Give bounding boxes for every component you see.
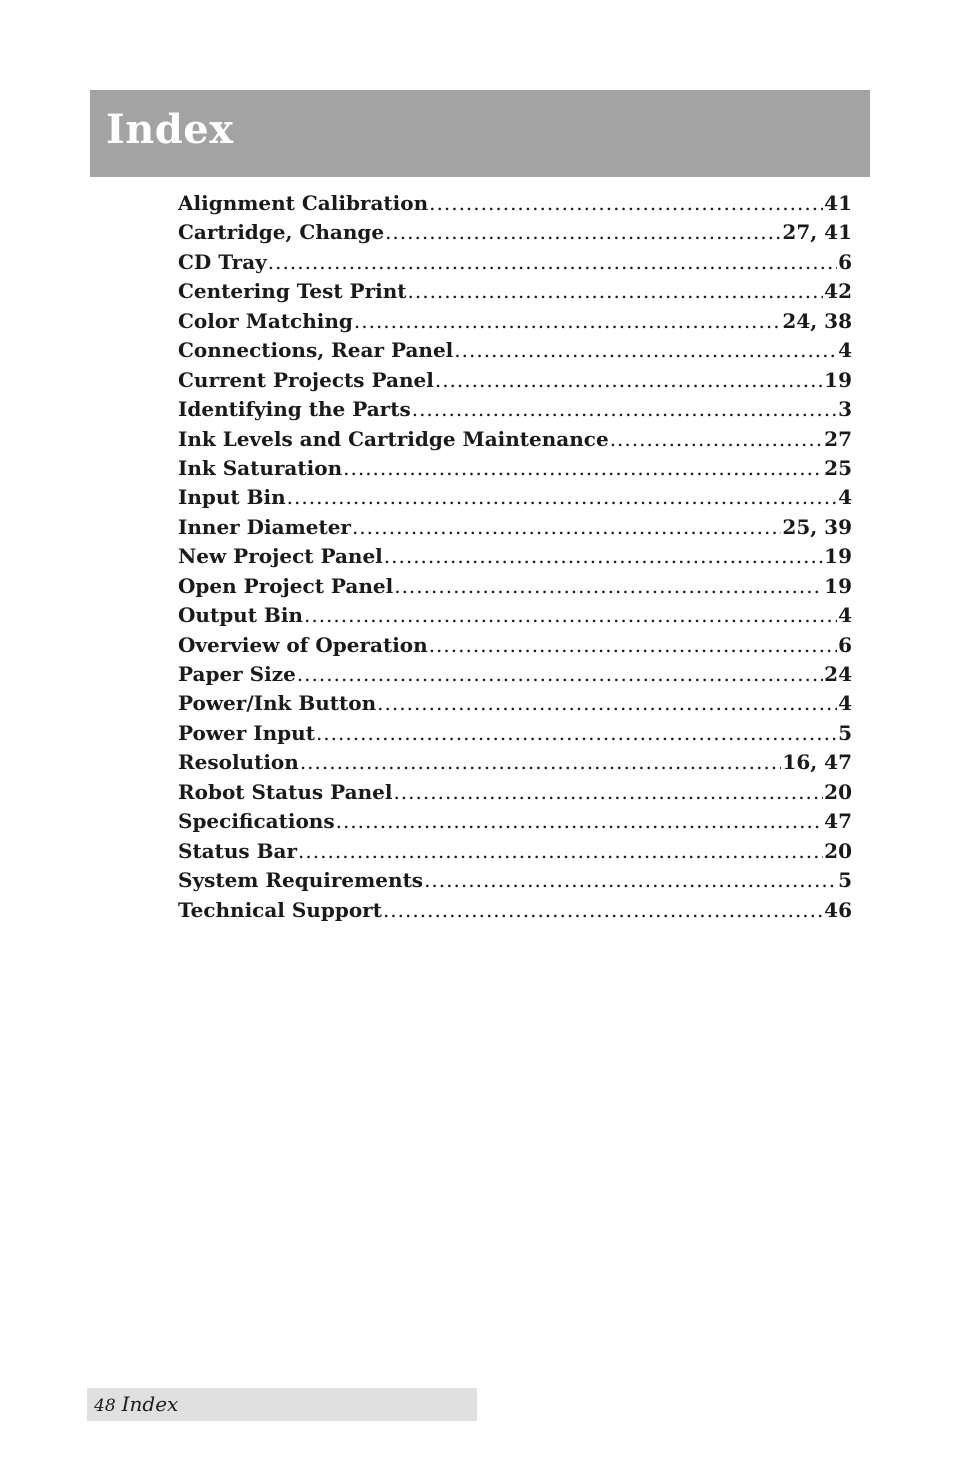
index-entry-pages: 6	[838, 249, 852, 274]
index-entry	[178, 395, 852, 424]
index-entry-pages: 19	[824, 573, 852, 598]
dot-leader	[610, 425, 823, 454]
index-entry-term: Alignment Calibration	[178, 191, 429, 215]
index-entry-pages: 6	[838, 632, 852, 657]
dot-leader	[354, 307, 782, 336]
index-entry	[178, 483, 852, 512]
index-entry-term: Cartridge, Change	[178, 220, 385, 245]
dot-leader	[377, 689, 837, 718]
index-entry	[178, 189, 852, 218]
index-entry-pages: 42	[824, 279, 852, 304]
dot-leader	[429, 631, 837, 660]
index-entry-pages: 27, 41	[782, 220, 852, 245]
dot-leader	[412, 395, 837, 424]
index-entry	[178, 719, 852, 748]
index-entry-term: Ink Saturation	[178, 455, 343, 480]
index-entry-term: Robot Status Panel	[178, 779, 393, 804]
index-entry	[178, 837, 852, 866]
footer-band	[87, 1388, 477, 1421]
index-entry-term: System Requirements	[178, 868, 424, 893]
index-entry-term: CD Tray	[178, 249, 267, 274]
index-entry	[178, 277, 852, 306]
index-entry	[178, 513, 852, 542]
page-title: Index	[106, 106, 234, 153]
index-entry-pages: 19	[824, 367, 852, 392]
index-entry	[178, 542, 852, 571]
dot-leader	[393, 778, 823, 807]
index-entry-pages: 4	[838, 338, 852, 363]
dot-leader	[352, 513, 781, 542]
index-entry	[178, 248, 852, 277]
index-entry-term: Inner Diameter	[178, 514, 351, 539]
footer-section-label: Index	[121, 1392, 179, 1416]
index-entry	[178, 572, 852, 601]
index-entry-term: Power/Ink Button	[178, 691, 377, 716]
dot-leader	[424, 866, 837, 895]
dot-leader	[336, 807, 824, 836]
dot-leader	[385, 218, 781, 247]
index-entry-term: Status Bar	[178, 838, 298, 863]
index-entry-term: Input Bin	[178, 485, 286, 510]
dot-leader	[454, 336, 837, 365]
index-entry-term: Technical Support	[178, 897, 382, 922]
index-entry-pages: 20	[824, 838, 852, 863]
index-entry	[178, 748, 852, 777]
dot-leader	[343, 454, 823, 483]
index-entry-pages: 19	[824, 544, 852, 569]
index-entry-term: Specifications	[178, 809, 335, 834]
index-entry-pages: 16, 47	[782, 750, 852, 775]
index-entry	[178, 366, 852, 395]
index-entry	[178, 425, 852, 454]
index-entry-pages: 5	[838, 720, 852, 745]
index-entry-term: Overview of Operation	[178, 632, 428, 657]
index-entry-pages: 27	[824, 426, 852, 451]
dot-leader	[408, 277, 824, 306]
index-entry-pages: 47	[824, 809, 852, 834]
index-entry-pages: 25	[824, 455, 852, 480]
index-entry-term: Ink Levels and Cartridge Maintenance	[178, 426, 609, 451]
index-entry-term: Output Bin	[178, 603, 303, 628]
index-entry	[178, 601, 852, 630]
index-entry-pages: 24, 38	[782, 308, 852, 333]
index-entry	[178, 807, 852, 836]
index-entry-term: Current Projects Panel	[178, 367, 434, 392]
index-entry-term: Connections, Rear Panel	[178, 338, 454, 363]
dot-leader	[429, 189, 823, 218]
index-entry-term: New Project Panel	[178, 544, 383, 569]
index-entry-pages: 24	[824, 662, 852, 686]
footer-text	[94, 1390, 178, 1421]
index-entry-pages: 4	[838, 603, 852, 628]
index-entry	[178, 660, 852, 689]
index-entry-pages: 20	[824, 779, 852, 804]
index-entry-term: Identifying the Parts	[178, 397, 411, 422]
index-entry-term: Centering Test Print	[178, 279, 407, 304]
index-entry	[178, 866, 852, 895]
index-entry	[178, 336, 852, 365]
dot-leader	[300, 748, 782, 777]
index-entry-pages: 25, 39	[782, 514, 852, 539]
index-entry	[178, 896, 852, 925]
footer-page-number: 48	[94, 1396, 116, 1416]
index-entry-term: Color Matching	[178, 308, 353, 333]
index-entry-term: Open Project Panel	[178, 573, 394, 598]
index-entry-pages: 3	[838, 397, 852, 422]
index-entry-pages: 5	[838, 868, 852, 893]
dot-leader	[435, 366, 823, 395]
index-entry-term: Resolution	[178, 750, 299, 775]
index-entry-pages: 46	[824, 897, 852, 922]
index-entry-term: Power Input	[178, 720, 315, 745]
index-entry	[178, 689, 852, 718]
header-band	[90, 90, 870, 177]
dot-leader	[304, 601, 837, 630]
dot-leader	[384, 542, 823, 571]
index-entry-pages: 4	[838, 485, 852, 510]
dot-leader	[287, 483, 837, 512]
index-entry	[178, 778, 852, 807]
index-entry	[178, 218, 852, 247]
index-entry-term: Paper Size	[178, 662, 296, 686]
index-entry-pages: 4	[838, 691, 852, 716]
index-list	[178, 189, 852, 925]
index-entry-pages: 41	[824, 191, 852, 215]
dot-leader	[297, 660, 823, 689]
dot-leader	[383, 896, 823, 925]
dot-leader	[298, 837, 823, 866]
dot-leader	[268, 248, 837, 277]
dot-leader	[394, 572, 823, 601]
dot-leader	[316, 719, 837, 748]
index-entry	[178, 631, 852, 660]
index-entry	[178, 454, 852, 483]
index-entry	[178, 307, 852, 336]
